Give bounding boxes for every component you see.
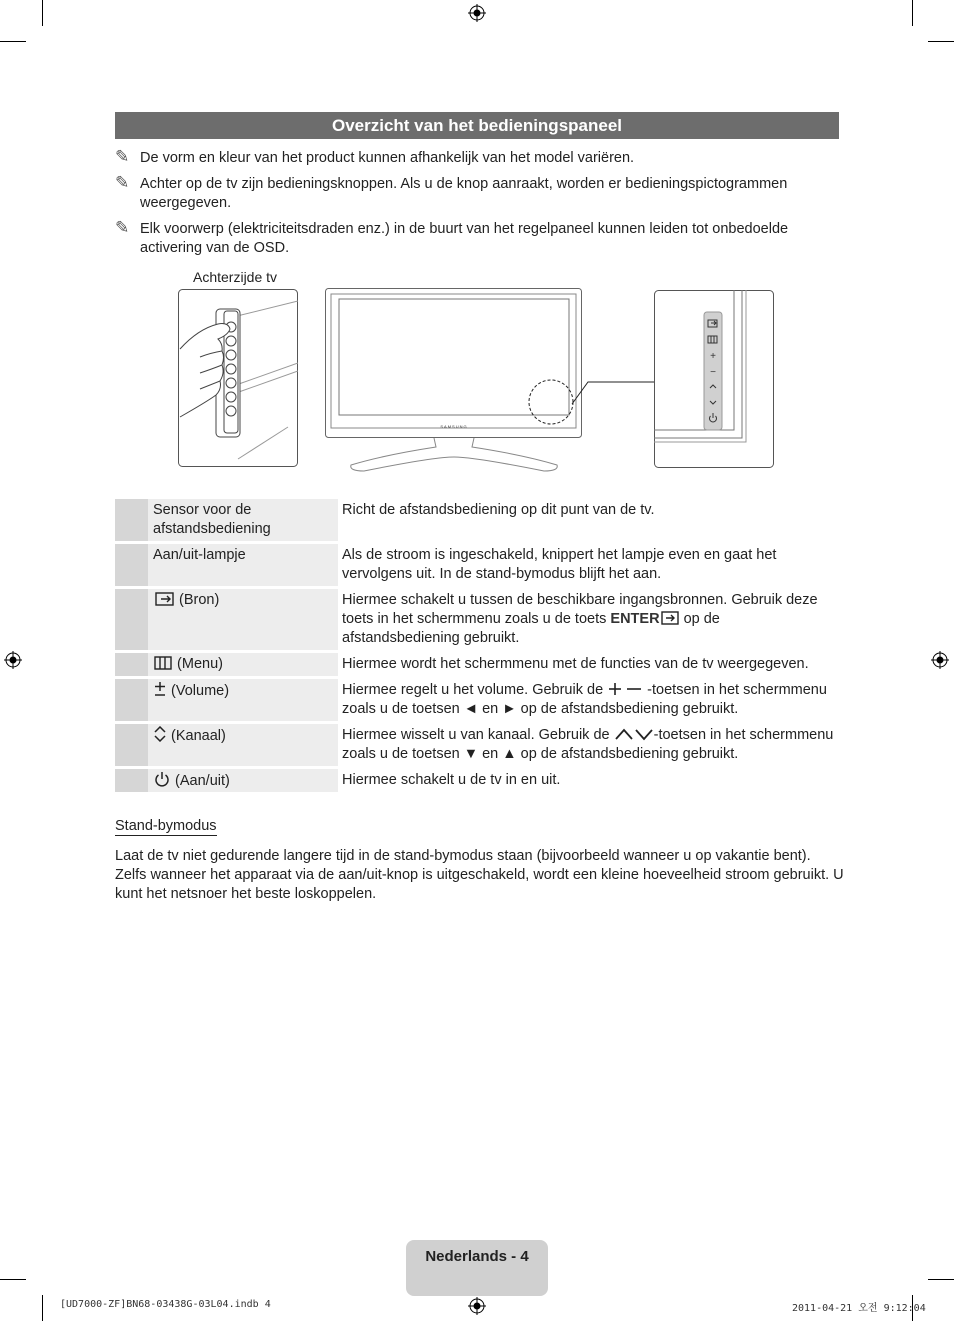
table-cell-desc: Richt de afstandsbediening op dit punt van de tv.	[342, 502, 655, 518]
table-cell-desc	[342, 724, 839, 764]
table-cell-name	[148, 679, 338, 721]
note-text: Achter op de tv zijn bedieningsknoppen. Als u de knop aanraakt, worden er bedieningspictogrammen weergegeven.	[140, 176, 788, 211]
tv-front-illustration	[324, 287, 584, 473]
standby-paragraph: Laat de tv niet gedurende langere tijd in de stand-bymodus staan (bijvoorbeeld wanneer u op vakantie bent). Zelfs wanneer het apparaat via de aan/uit-knop is uitgeschakeld, wordt een kleine hoeveelheid stroom gebruikt. U kunt het netsnoer het beste loskoppelen.	[115, 848, 844, 902]
table-cell-desc: Hiermee wordt het schermmenu met de functies van de tv weergegeven.	[342, 656, 809, 672]
remote-sensor-label: Sensor voor de afstandsbediening	[153, 502, 271, 537]
plus-minus-icon	[153, 681, 167, 697]
power-icon	[153, 771, 171, 787]
panel-minus-label: −	[710, 367, 716, 378]
table-cell-name	[148, 769, 338, 792]
standby-heading: Stand-bymodus	[115, 818, 217, 834]
print-slug-date: 2011-04-21 오전 9:12:04	[792, 1303, 926, 1314]
callout-connector	[570, 378, 658, 408]
volume-label: (Volume)	[171, 683, 230, 699]
table-cell-name	[148, 499, 338, 541]
brand-text: SAMSUNG	[440, 424, 468, 429]
table-row-marker	[115, 653, 148, 676]
table-cell-name	[148, 653, 338, 676]
table-cell-desc	[342, 589, 839, 648]
enter-key-label: ENTER	[610, 611, 660, 627]
note-item	[115, 149, 839, 168]
panel-plus-label: +	[710, 351, 716, 362]
pencil-note-icon: ✎	[115, 147, 130, 166]
enter-icon	[660, 611, 680, 625]
table-row-marker	[115, 679, 148, 721]
crop-mark	[42, 0, 43, 26]
print-slug-file: [UD7000-ZF]BN68-03438G-03L04.indb 4	[60, 1299, 271, 1310]
source-desc-tail: op de afstandsbediening gebruikt.	[342, 611, 720, 646]
channel-desc-text: Hiermee wisselt u van kanaal. Gebruik de	[342, 727, 614, 743]
channel-label: (Kanaal)	[171, 728, 226, 744]
table-cell-desc	[342, 679, 839, 719]
note-text: De vorm en kleur van het product kunnen afhankelijk van het model variëren.	[140, 150, 635, 166]
table-cell-name	[148, 589, 338, 650]
registration-mark-icon	[468, 1297, 486, 1315]
table-row-marker	[115, 544, 148, 586]
registration-mark-icon	[4, 651, 22, 669]
note-item	[115, 220, 839, 258]
crop-mark	[42, 1295, 43, 1321]
table-cell-name	[148, 544, 338, 586]
plus-minus-keys-icon	[607, 682, 643, 696]
table-row-marker	[115, 769, 148, 792]
source-icon	[153, 592, 175, 606]
crop-mark	[0, 41, 26, 42]
pencil-note-icon: ✎	[115, 218, 130, 237]
registration-mark-icon	[931, 651, 949, 669]
back-of-tv-illustration	[178, 289, 298, 467]
crop-mark	[912, 0, 913, 26]
note-item	[115, 175, 839, 213]
volume-desc-tail: -toetsen in het schermmenu zoals u de toetsen ◄ en ► op de afstandsbediening gebruikt.	[342, 682, 827, 717]
table-cell-name	[148, 724, 338, 766]
crop-mark	[928, 1279, 954, 1280]
back-of-tv-label: Achterzijde tv	[193, 269, 278, 285]
power-indicator-label: Aan/uit-lampje	[153, 547, 246, 563]
volume-desc-text: Hiermee regelt u het volume. Gebruik de	[342, 682, 608, 698]
source-desc-text: Hiermee schakelt u tussen de beschikbare ingangsbronnen. Gebruik deze toets in het schermmenu zoals u de toets	[342, 592, 818, 627]
crop-mark	[0, 1279, 26, 1280]
up-down-keys-icon	[614, 727, 654, 741]
up-down-icon	[153, 726, 167, 742]
section-title: Overzicht van het bedieningspaneel	[115, 112, 839, 139]
table-row-marker	[115, 499, 148, 541]
crop-mark	[928, 41, 954, 42]
menu-icon	[153, 656, 173, 670]
source-label: (Bron)	[179, 592, 220, 608]
pencil-note-icon: ✎	[115, 173, 130, 192]
note-text: Elk voorwerp (elektriciteitsdraden enz.) in de buurt van het regelpaneel kunnen leiden tot onbedoelde activering van de OSD.	[140, 221, 789, 256]
channel-desc-tail: -toetsen in het schermmenu zoals u de toetsen ▼ en ▲ op de afstandsbediening gebruikt.	[342, 727, 834, 762]
table-cell-desc: Hiermee schakelt u de tv in en uit.	[342, 772, 561, 788]
power-label: (Aan/uit)	[175, 773, 230, 789]
table-cell-desc: Als de stroom is ingeschakeld, knippert het lampje even en gaat het vervolgens uit. In de stand-bymodus blijft het aan.	[342, 547, 777, 582]
table-row-marker	[115, 724, 148, 766]
page-number-label: Nederlands - 4	[406, 1240, 548, 1296]
registration-mark-icon	[468, 4, 486, 22]
table-row-marker	[115, 589, 148, 650]
menu-label: (Menu)	[177, 656, 223, 672]
control-panel-detail	[654, 290, 774, 468]
